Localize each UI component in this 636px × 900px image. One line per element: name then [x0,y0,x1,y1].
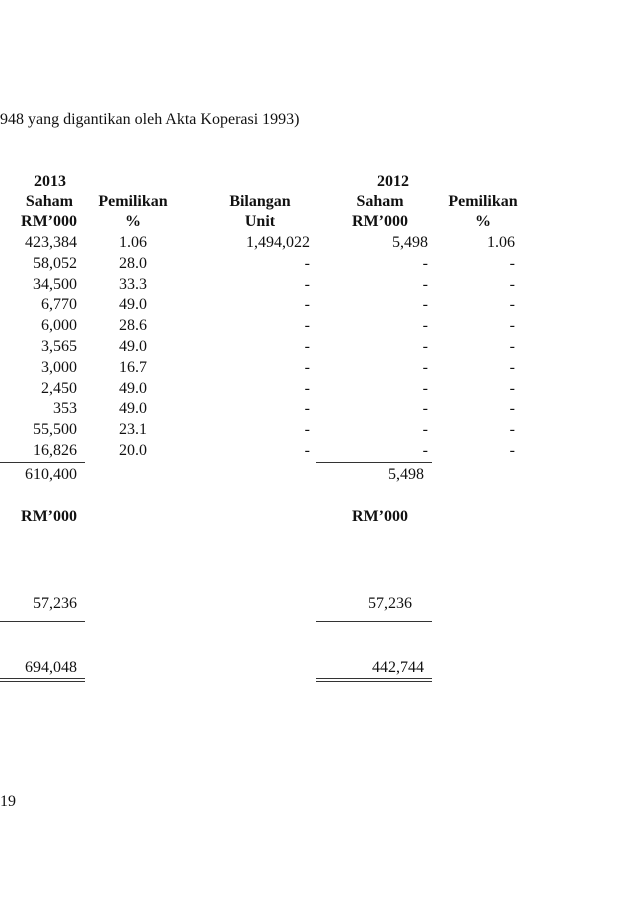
subtotal-rule-2012 [316,462,432,463]
row-saham-2013: 6,000 [41,317,77,335]
row-pemilikan-2012: - [509,275,515,293]
row-saham-2013: 6,770 [41,296,77,314]
amount-b-double-rule-left-2 [0,681,85,682]
header-bilangan-2012: Bilangan [229,193,291,210]
row-saham-2013: 55,500 [33,421,77,439]
row-bilangan-unit-2012: - [304,400,310,418]
row-saham-2012: - [422,400,428,418]
row-pemilikan-2012: - [509,442,515,459]
row-pemilikan-2013: 1.06 [119,234,147,251]
row-bilangan-unit-2012: - [304,421,310,439]
row-pemilikan-2013: 49.0 [119,296,147,314]
header-text: 948 yang digantikan oleh Akta Koperasi 1993) [0,111,300,128]
header-saham-2012: Saham [356,193,404,210]
row-bilangan-unit-2012: - [304,254,310,272]
header-percent-2013: % [125,213,141,230]
row-bilangan-unit-2012: - [304,338,310,355]
rm000-label-left: RM’000 [21,508,77,525]
row-saham-2013: 3,565 [41,338,77,355]
header-rm000-2013: RM’000 [21,213,77,230]
row-saham-2012: - [422,338,428,355]
row-saham-2013: 3,000 [41,358,77,376]
row-saham-2012: - [422,296,428,314]
row-saham-2012: - [422,421,428,439]
row-pemilikan-2013: 16.7 [119,358,147,376]
rm000-label-right: RM’000 [352,508,408,525]
row-pemilikan-2013: 23.1 [119,421,147,439]
row-saham-2013: 2,450 [41,379,77,397]
row-bilangan-unit-2012: - [304,442,310,459]
row-pemilikan-2013: 28.6 [119,317,147,335]
row-pemilikan-2012: - [509,400,515,418]
row-pemilikan-2013: 49.0 [119,379,147,397]
amount-b-double-rule-right-2 [316,681,432,682]
row-saham-2013: 353 [53,400,77,418]
amount-a-rule-right [316,621,432,622]
row-bilangan-unit-2012: - [304,317,310,335]
row-saham-2012: 5,498 [392,234,428,251]
row-saham-2012: - [422,442,428,459]
row-saham-2013: 34,500 [33,275,77,293]
row-pemilikan-2013: 49.0 [119,400,147,418]
amount-a-rule-left [0,621,85,622]
total-saham-2012: 5,498 [388,466,424,483]
row-saham-2012: - [422,254,428,272]
header-rm000-2012: RM’000 [352,213,408,230]
row-pemilikan-2013: 20.0 [119,442,147,459]
row-pemilikan-2012: - [509,358,515,376]
header-percent-2012: % [475,213,491,230]
row-pemilikan-2012: - [509,317,515,335]
amount-b-double-rule-right-1 [316,678,432,679]
row-bilangan-unit-2012: 1,494,022 [246,234,310,251]
row-pemilikan-2012: - [509,296,515,314]
row-pemilikan-2012: - [509,379,515,397]
year-2013-label: 2013 [34,173,66,190]
row-pemilikan-2012: 1.06 [487,234,515,251]
subtotal-rule-2013 [0,462,85,463]
row-saham-2012: - [422,379,428,397]
page-number: 19 [0,793,16,810]
row-pemilikan-2012: - [509,338,515,355]
row-bilangan-unit-2012: - [304,379,310,397]
row-saham-2013: 58,052 [33,254,77,272]
header-pemilikan-2013: Pemilikan [98,193,168,210]
row-saham-2012: - [422,358,428,376]
row-pemilikan-2013: 33.3 [119,275,147,293]
row-pemilikan-2013: 49.0 [119,338,147,355]
row-pemilikan-2012: - [509,421,515,439]
row-pemilikan-2013: 28.0 [119,254,147,272]
row-pemilikan-2012: - [509,254,515,272]
row-bilangan-unit-2012: - [304,296,310,314]
row-saham-2013: 16,826 [33,442,77,459]
year-2012-label: 2012 [377,173,409,190]
row-saham-2012: - [422,317,428,335]
row-saham-2013: 423,384 [25,234,77,251]
row-bilangan-unit-2012: - [304,358,310,376]
total-saham-2013: 610,400 [25,466,77,483]
header-unit-2012: Unit [244,213,276,230]
amount-b-left: 694,048 [25,659,77,676]
header-pemilikan-2012: Pemilikan [448,193,518,210]
row-bilangan-unit-2012: - [304,275,310,293]
row-saham-2012: - [422,275,428,293]
amount-b-right: 442,744 [372,659,424,676]
amount-b-double-rule-left-1 [0,678,85,679]
amount-a-right: 57,236 [368,595,412,612]
amount-a-left: 57,236 [33,595,77,612]
header-saham-2013: Saham [25,193,73,210]
